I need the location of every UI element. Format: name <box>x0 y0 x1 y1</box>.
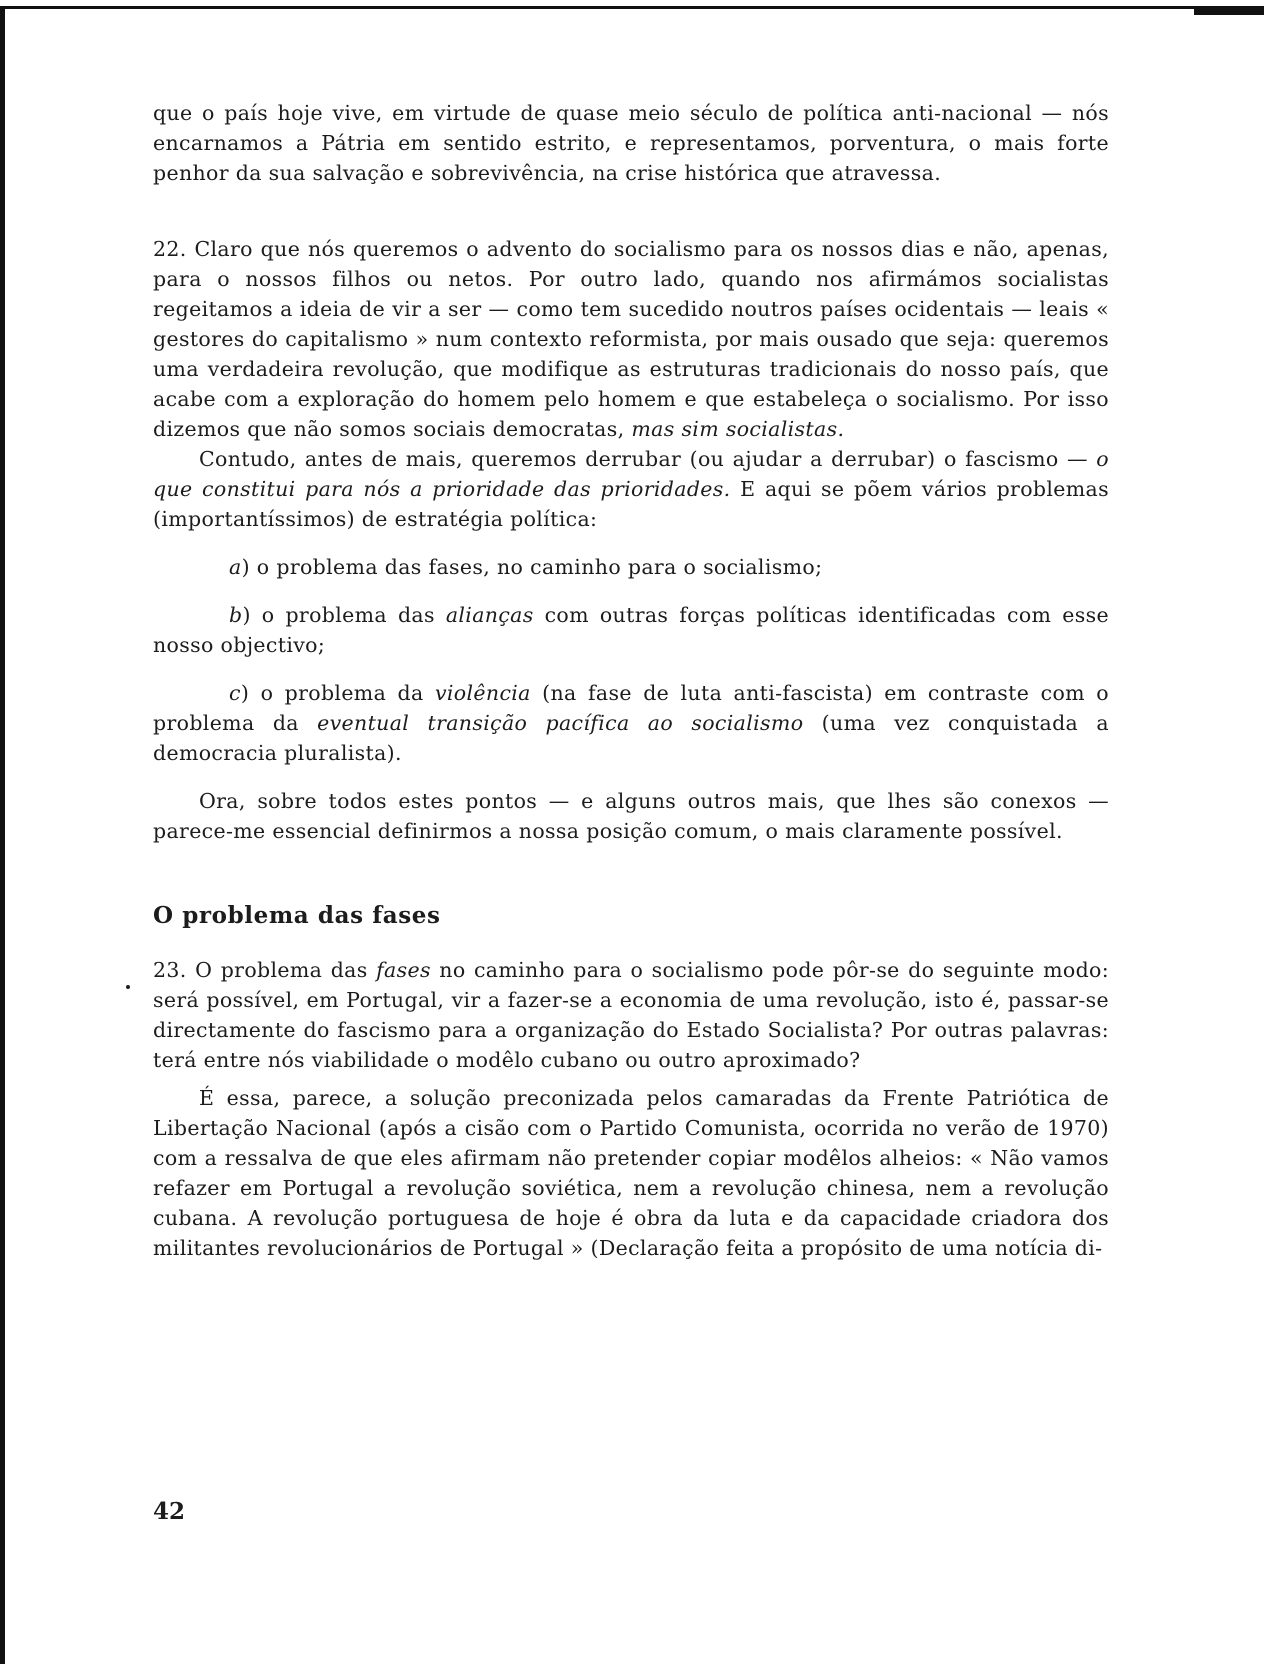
page-body <box>153 98 1109 1263</box>
list-item <box>153 600 1109 660</box>
text-run: ) o problema das fases, no caminho para o socialismo; <box>241 555 823 579</box>
paragraph <box>153 98 1109 188</box>
paragraph <box>153 444 1109 534</box>
text-run: Contudo, antes de mais, queremos derrubar (ou ajudar a derrubar) o fascismo — <box>199 447 1097 471</box>
list-item <box>153 678 1109 768</box>
emphasis-text: a <box>229 555 242 579</box>
page-number: 42 <box>153 1498 186 1525</box>
emphasis-text: alianças <box>445 603 534 627</box>
paragraph <box>153 1083 1109 1263</box>
scan-edge-corner <box>1194 6 1264 15</box>
emphasis-text: mas sim socialistas. <box>631 417 845 441</box>
emphasis-text: eventual transição pacífica ao socialismo <box>317 711 804 735</box>
scan-speck <box>126 985 130 989</box>
scan-edge-left <box>0 6 5 1664</box>
text-run: no caminho para o socialismo pode pôr-se do seguinte modo: será possível, em Portugal, vir a fazer-se a economia de uma revolução, isto é, passar-se directamente do fascismo para a organização do Estado Socialista? Por outras palavras: terá entre nós viabilidade o modêlo cubano ou outro aproximado? <box>153 958 1109 1072</box>
text-run: Ora, sobre todos estes pontos — e alguns outros mais, que lhes são conexos — parece-me essencial definirmos a nossa posição comum, o mais claramente possível. <box>153 789 1109 843</box>
text-run: 22. Claro que nós queremos o advento do socialismo para os nossos dias e não, apenas, para o nossos filhos ou netos. Por outro lado, quando nos afirmámos socialistas regeitamos a ideia de vir a ser — como tem sucedido noutros países ocidentais — leais « gestores do capitalismo » num contexto reformista, por mais ousado que seja: queremos uma verdadeira revolução, que modifique as estruturas tradicionais do nosso país, que acabe com a exploração do homem pelo homem e que estabeleça o socialismo. Por isso dizemos que não somos sociais democratas, <box>153 237 1109 441</box>
text-run: ) o problema das <box>242 603 446 627</box>
paragraph <box>153 955 1109 1075</box>
paragraph <box>153 786 1109 846</box>
emphasis-text: c <box>229 681 241 705</box>
paragraph <box>153 234 1109 444</box>
section-heading: O problema das fases <box>153 902 441 929</box>
scan-edge-top <box>0 6 1264 9</box>
text-run: que o país hoje vive, em virtude de quase meio século de política anti-nacional — nós encarnamos a Pátria em sentido estrito, e representamos, porventura, o mais forte penhor da sua salvação e sobrevivência, na crise histórica que atravessa. <box>153 101 1109 185</box>
emphasis-text: fases <box>376 958 431 982</box>
text-run: (na fase de luta anti-fascista) em contraste com o problema da <box>153 681 1110 735</box>
text-run: (uma vez conquistada a democracia pluralista). <box>153 711 1109 765</box>
text-run: com outras forças políticas identificadas com esse nosso objectivo; <box>153 603 1109 657</box>
text-run: E aqui se põem vários problemas (importantíssimos) de estratégia política: <box>153 477 1109 531</box>
text-run: 23. O problema das <box>153 958 377 982</box>
emphasis-text: o que constitui para nós a prioridade das prioridades. <box>153 447 1109 501</box>
text-run: É essa, parece, a solução preconizada pelos camaradas da Frente Patriótica de Libertação Nacional (após a cisão com o Partido Comunista, ocorrida no verão de 1970) com a ressalva de que eles afirmam não pretender copiar modêlos alheios: « Não vamos refazer em Portugal a revolução soviética, nem a revolução chinesa, nem a revolução cubana. A revolução portuguesa de hoje é obra da luta e da capacidade criadora dos militantes revolucionários de Portugal » (Declaração feita a propósito de uma notícia di- <box>153 1086 1109 1260</box>
list-item <box>153 552 1109 582</box>
emphasis-text: violência <box>434 681 531 705</box>
text-run: ) o problema da <box>240 681 435 705</box>
emphasis-text: b <box>229 603 243 627</box>
